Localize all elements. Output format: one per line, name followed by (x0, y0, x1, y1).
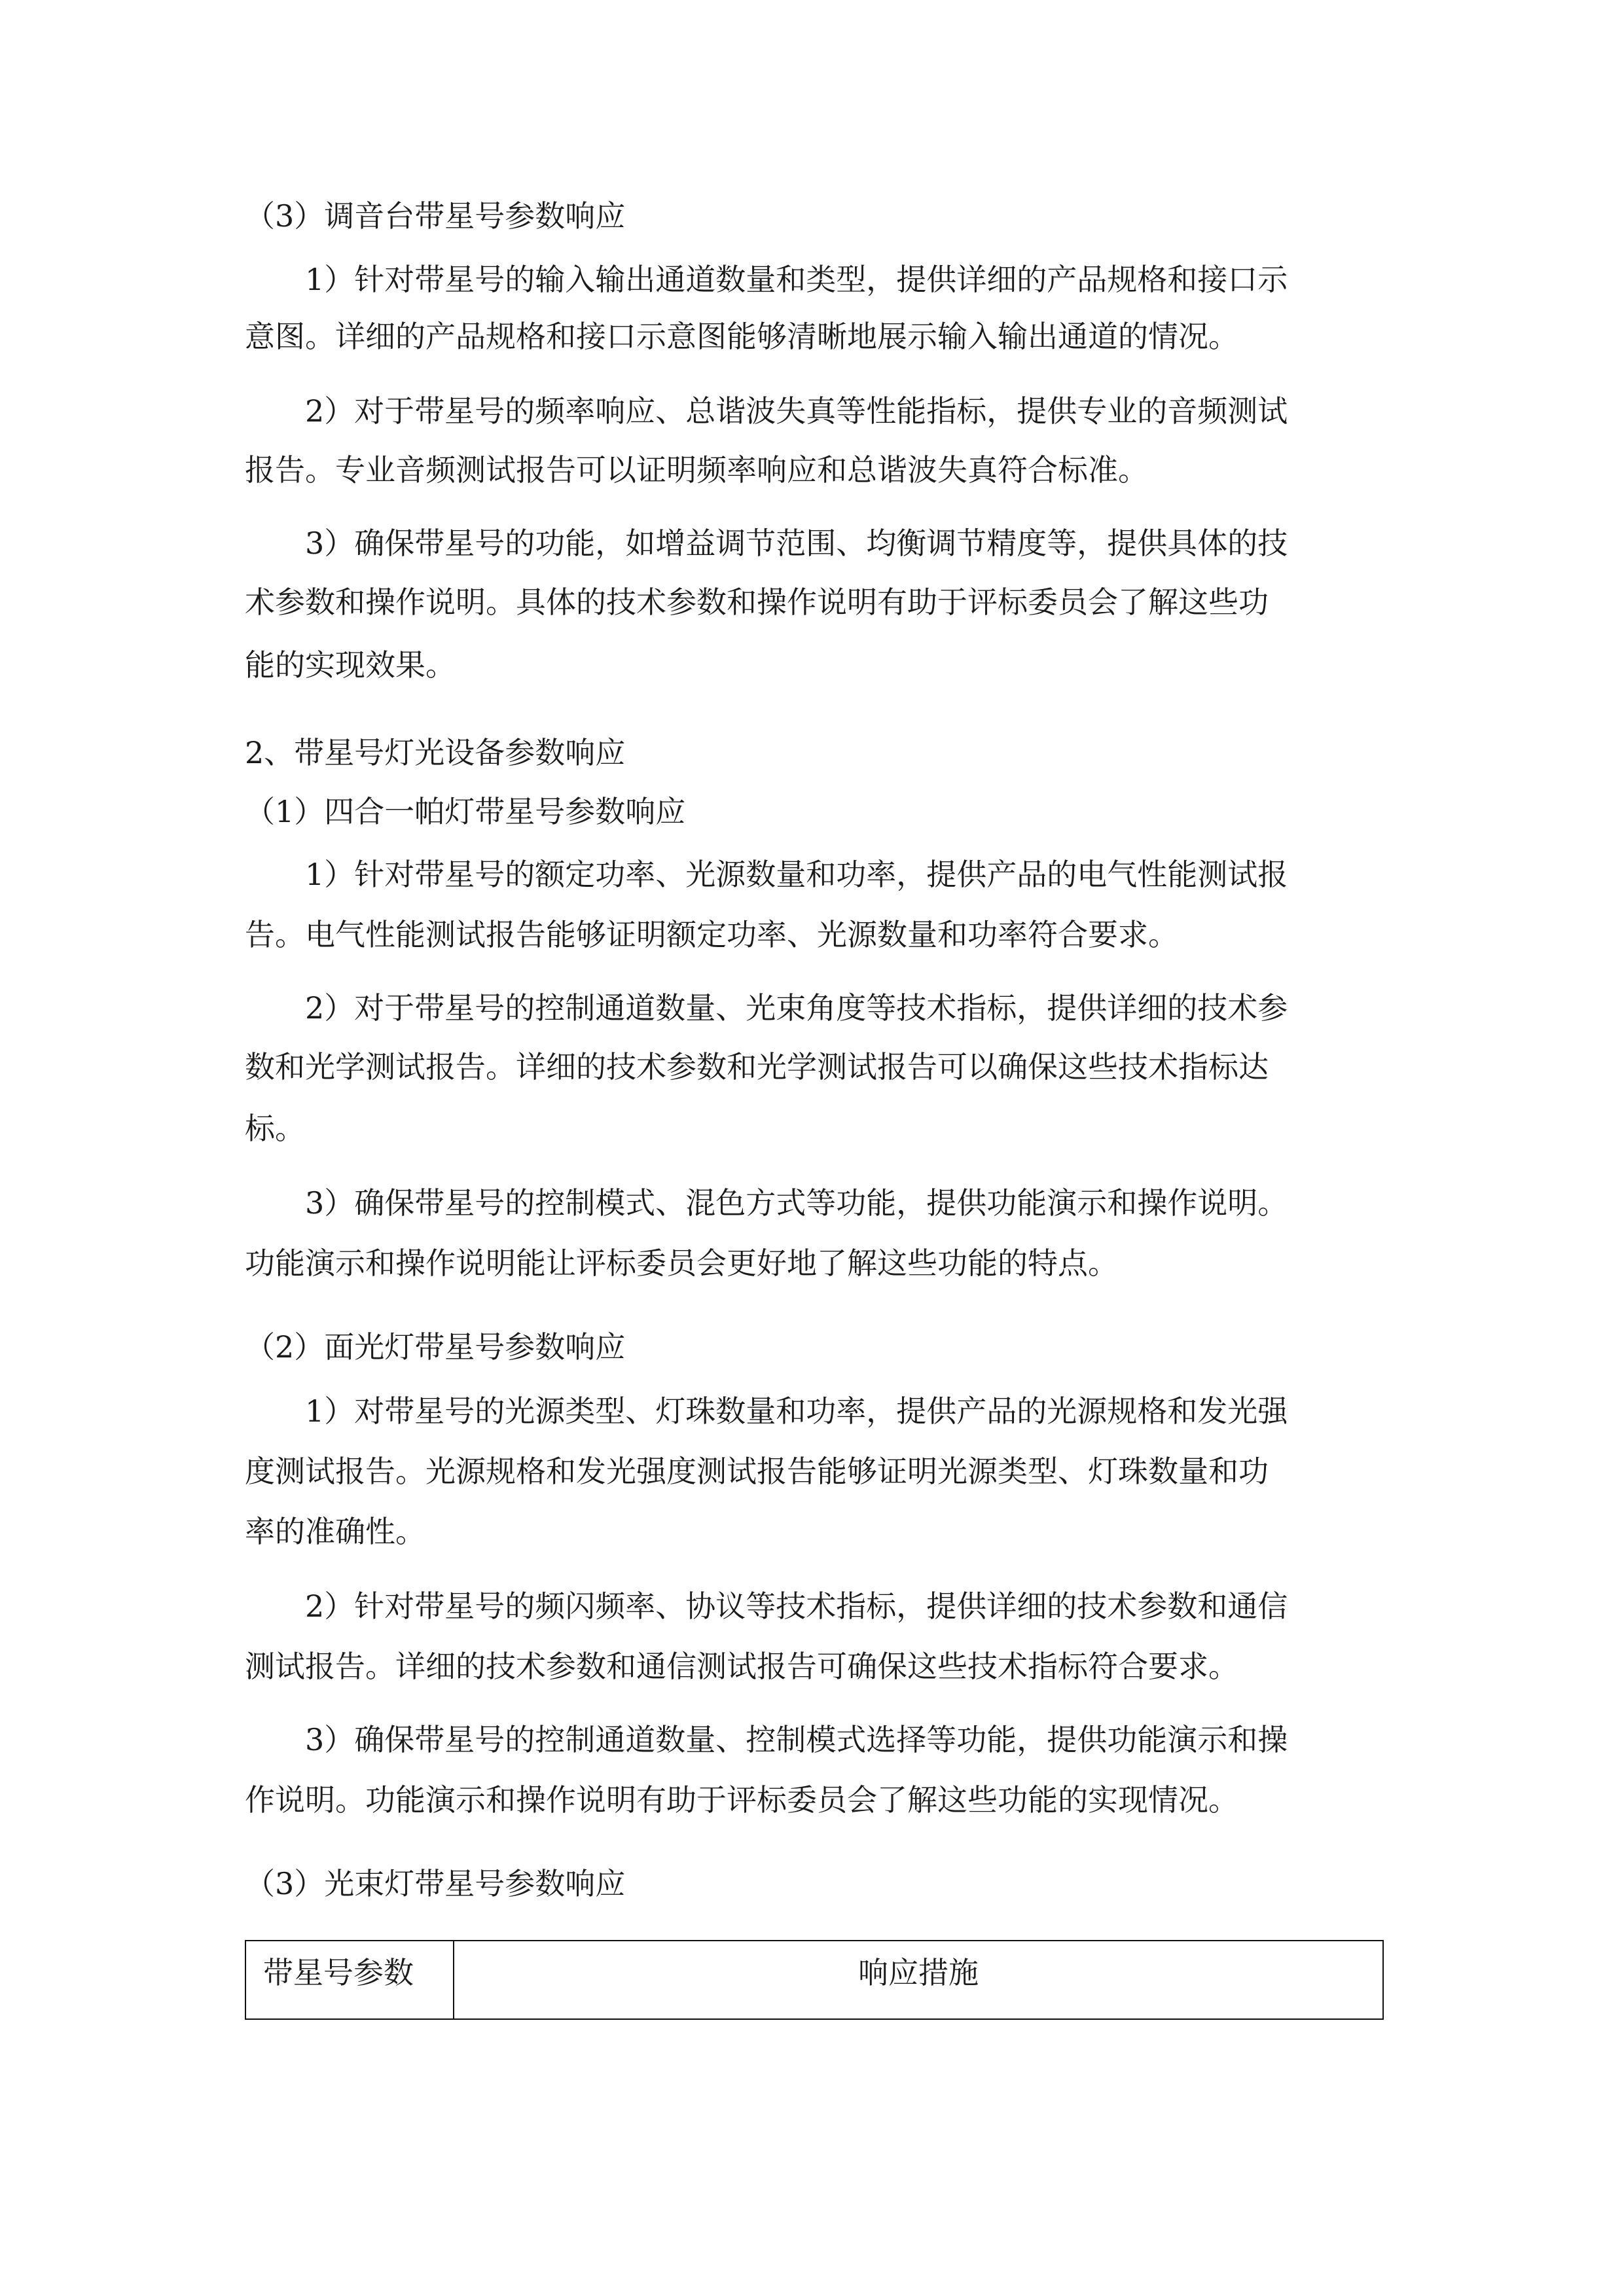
paragraph-line: 意图。详细的产品规格和接口示意图能够清晰地展示输入输出通道的情况。 (245, 319, 1238, 354)
section-heading-mixer: （3）调音台带星号参数响应 (245, 198, 626, 234)
paragraph-line: 度测试报告。光源规格和发光强度测试报告能够证明光源类型、灯珠数量和功 (245, 1454, 1269, 1489)
paragraph-line: 标。 (245, 1111, 305, 1146)
paragraph-line: 术参数和操作说明。具体的技术参数和操作说明有助于评标委员会了解这些功 (245, 584, 1269, 620)
paragraph-line: 功能演示和操作说明能让评标委员会更好地了解这些功能的特点。 (245, 1246, 1118, 1281)
paragraph-line: 1）针对带星号的额定功率、光源数量和功率，提供产品的电气性能测试报 (305, 857, 1288, 892)
paragraph-line: 2）对于带星号的控制通道数量、光束角度等技术指标，提供详细的技术参 (305, 990, 1288, 1026)
paragraph-line: 1）针对带星号的输入输出通道数量和类型，提供详细的产品规格和接口示 (305, 262, 1288, 297)
paragraph-line: 告。电气性能测试报告能够证明额定功率、光源数量和功率符合要求。 (245, 917, 1178, 952)
paragraph-line: 3）确保带星号的功能，如增益调节范围、均衡调节精度等，提供具体的技 (305, 526, 1288, 561)
table-header-response: 响应措施 (858, 1955, 979, 1990)
paragraph-line: 作说明。功能演示和操作说明有助于评标委员会了解这些功能的实现情况。 (245, 1782, 1238, 1818)
paragraph-line: 2）对于带星号的频率响应、总谐波失真等性能指标，提供专业的音频测试 (305, 393, 1288, 429)
paragraph-line: 3）确保带星号的控制模式、混色方式等功能，提供功能演示和操作说明。 (305, 1185, 1288, 1221)
paragraph-line: 1）对带星号的光源类型、灯珠数量和功率，提供产品的光源规格和发光强 (305, 1393, 1288, 1429)
paragraph-line: 率的准确性。 (245, 1514, 425, 1549)
subsection-heading-beam-light: （3）光束灯带星号参数响应 (245, 1866, 626, 1901)
section-heading-lighting: 2、带星号灯光设备参数响应 (245, 735, 626, 770)
paragraph-line: 数和光学测试报告。详细的技术参数和光学测试报告可以确保这些技术指标达 (245, 1049, 1269, 1085)
paragraph-line: 2）针对带星号的频闪频率、协议等技术指标，提供详细的技术参数和通信 (305, 1588, 1288, 1624)
paragraph-line: 能的实现效果。 (245, 647, 456, 683)
paragraph-line: 3）确保带星号的控制通道数量、控制模式选择等功能，提供功能演示和操 (305, 1722, 1288, 1757)
table-header-parameter: 带星号参数 (246, 1941, 454, 2018)
subsection-heading-face-light: （2）面光灯带星号参数响应 (245, 1329, 626, 1365)
subsection-heading-par-light: （1）四合一帕灯带星号参数响应 (245, 794, 686, 829)
paragraph-line: 测试报告。详细的技术参数和通信测试报告可确保这些技术指标符合要求。 (245, 1649, 1238, 1684)
response-table (245, 1940, 1384, 2020)
paragraph-line: 报告。专业音频测试报告可以证明频率响应和总谐波失真符合标准。 (245, 452, 1148, 488)
